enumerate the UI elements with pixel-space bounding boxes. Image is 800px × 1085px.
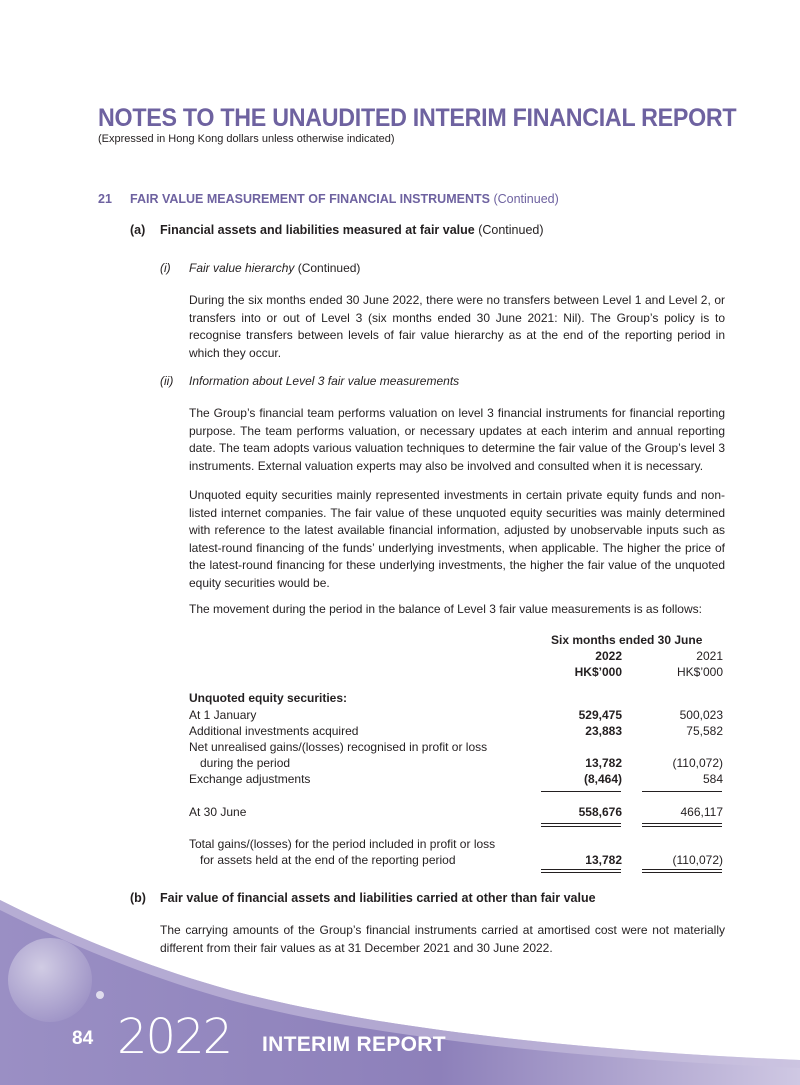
total-double-rule xyxy=(642,826,722,827)
table-unit-row xyxy=(189,665,723,681)
gains-double-rule xyxy=(541,869,621,870)
item-ii-title: Information about Level 3 fair value measurements xyxy=(189,374,460,388)
item-i-label: (i) xyxy=(160,261,171,275)
item-i-heading xyxy=(160,261,360,275)
table-total-value-2022: 558,676 xyxy=(578,805,622,819)
page-number: 84 xyxy=(72,1028,94,1049)
table-total-row xyxy=(189,805,723,821)
page-subtitle: (Expressed in Hong Kong dollars unless otherwise indicated) xyxy=(98,133,395,145)
table-row-label: Net unrealised gains/(losses) recognised in profit or loss xyxy=(189,740,488,754)
table-period-header: Six months ended 30 June xyxy=(551,633,703,647)
footer-year-logo: 2022 xyxy=(117,1009,232,1065)
total-double-rule xyxy=(642,823,722,824)
subsection-a-label: (a) xyxy=(130,223,146,237)
subsection-b-heading xyxy=(130,891,596,905)
table-row xyxy=(189,740,723,756)
table-gains-value-2021: (110,072) xyxy=(672,853,723,867)
table-heading: Unquoted equity securities: xyxy=(189,691,348,705)
table-total-label: At 30 June xyxy=(189,805,247,819)
subsection-a-title: Financial assets and liabilities measured at fair value xyxy=(160,223,475,237)
table-row-label: Exchange adjustments xyxy=(189,772,311,786)
table-year-2022: 2022 xyxy=(595,649,622,663)
subtotal-rule xyxy=(541,791,621,792)
subsection-b-label: (b) xyxy=(130,891,146,905)
table-row xyxy=(189,772,723,788)
table-year-2021: 2021 xyxy=(696,649,723,663)
gains-double-rule xyxy=(541,872,621,873)
table-gains-label-cont: for assets held at the end of the reporting period xyxy=(200,853,456,867)
section-title: FAIR VALUE MEASUREMENT OF FINANCIAL INSTRUMENTS xyxy=(130,192,490,206)
page-title: NOTES TO THE UNAUDITED INTERIM FINANCIAL REPORT xyxy=(98,104,737,132)
table-unit-2021: HK$’000 xyxy=(676,665,723,679)
table-total-value-2021: 466,117 xyxy=(680,805,723,819)
table-row-value-2022: 529,475 xyxy=(578,708,622,722)
subsection-b-title: Fair value of financial assets and liabilities carried at other than fair value xyxy=(160,891,596,905)
table-row-value-2022: 13,782 xyxy=(585,756,622,770)
gains-double-rule xyxy=(642,869,722,870)
section-number: 21 xyxy=(98,192,112,206)
total-double-rule xyxy=(541,823,621,824)
table-gains-value-2022: 13,782 xyxy=(585,853,622,867)
subsection-a-heading xyxy=(130,223,544,237)
table-row-value-2021: (110,072) xyxy=(672,756,723,770)
item-ii-heading xyxy=(160,374,459,388)
gains-double-rule xyxy=(642,872,722,873)
table-gains-row xyxy=(189,853,723,869)
footer-report-label: INTERIM REPORT xyxy=(262,1033,446,1056)
table-row-value-2022: 23,883 xyxy=(585,724,622,738)
table-row-label-cont: during the period xyxy=(200,756,291,770)
table-year-row xyxy=(189,649,723,665)
table-gains-label: Total gains/(losses) for the period included in profit or loss xyxy=(189,837,496,851)
subsection-a-continued: (Continued) xyxy=(478,223,544,237)
table-row-value-2022: (8,464) xyxy=(583,772,622,786)
section-heading xyxy=(98,192,559,206)
total-double-rule xyxy=(541,826,621,827)
table-row-value-2021: 584 xyxy=(702,772,723,786)
table-row-label: At 1 January xyxy=(189,708,257,722)
section-continued: (Continued) xyxy=(493,192,559,206)
table-row-value-2021: 75,582 xyxy=(686,724,723,738)
item-i-continued: (Continued) xyxy=(297,261,361,275)
table-row xyxy=(189,708,723,724)
subsection-b-paragraph: The carrying amounts of the Group’s financial instruments carried at amortised cost were not materially different from their fair values as at 31 December 2021 and 30 June 2022. xyxy=(160,923,725,955)
item-ii-label: (ii) xyxy=(160,374,174,388)
table-row xyxy=(189,756,723,772)
table-gains-row xyxy=(189,837,723,853)
table-heading-row xyxy=(189,691,723,707)
item-i-paragraph: During the six months ended 30 June 2022, there were no transfers between Level 1 and Level 2, or transfers into or out of Level 3 (six months ended 30 June 2021: Nil). The Group’s policy is to recognise transfers between levels of fair value hierarchy as at the end of the reporting period in which they occur. xyxy=(189,293,725,360)
item-ii-paragraph-1: The Group’s financial team performs valuation on level 3 financial instruments for financial reporting purpose. The team performs valuation, or necessary updates at each interim and annual reporting date. The team adopts various valuation techniques to determine the fair value of the Group’s level 3 instruments. External valuation experts may also be involved and consulted when it is necessary. xyxy=(189,406,725,473)
item-i-title: Fair value hierarchy xyxy=(189,261,295,275)
table-row-value-2021: 500,023 xyxy=(679,708,723,722)
item-ii-paragraph-3: The movement during the period in the balance of Level 3 fair value measurements is as follows: xyxy=(189,602,702,616)
item-ii-paragraph-2: Unquoted equity securities mainly represented investments in certain private equity funds and non-listed internet companies. The fair value of these unquoted equity securities was mainly determined with reference to the latest available financial information, adjusted by unobservable inputs such as latest-round financing of the funds’ underlying investments, when applicable. The higher the price of the latest-round financing for these underlying investments, the higher the fair value of the unquoted equity securities would be. xyxy=(189,488,725,590)
subtotal-rule xyxy=(642,791,722,792)
table-row-label: Additional investments acquired xyxy=(189,724,359,738)
table-row xyxy=(189,724,723,740)
table-unit-2022: HK$’000 xyxy=(574,665,622,679)
